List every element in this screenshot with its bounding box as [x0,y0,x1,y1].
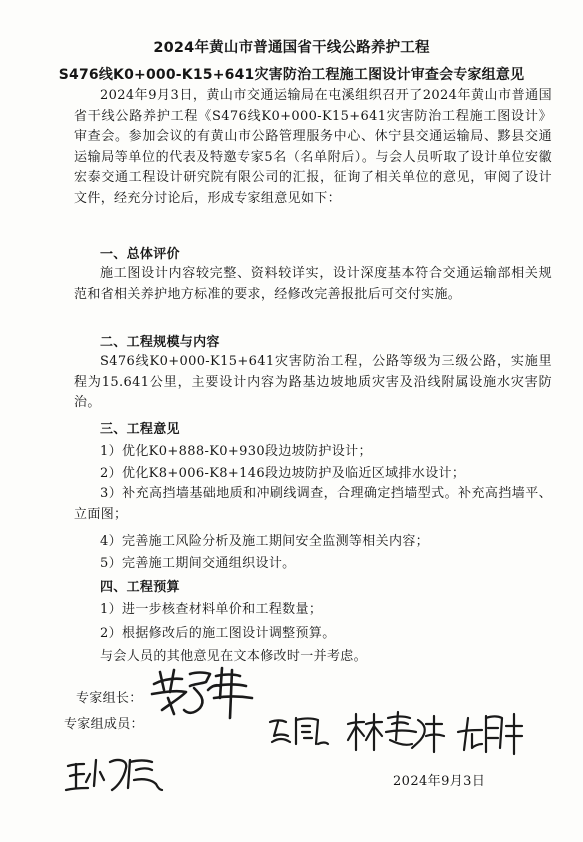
section-heading-budget: 四、工程预算 [100,580,180,595]
intro-paragraph: 2024年9月3日，黄山市交通运输局在屯溪组织召开了2024年黄山市普通国省干线公路养护工程《S476线K0+000-K15+641灾害防治工程施工图设计》审查会。参加会议的有黄山市公路管理服务中心、休宁县交通运输局、黟县交通运输局等单位的代表及特邀专家5名（名单附后）。与会人员听取了设计单位安徽宏泰交通工程设计研究院有限公司的汇报，征询了相关单位的意见，审阅了设计文件，经充分讨论后，形成专家组意见如下： [74,88,552,206]
opinion-item: 5）完善施工期间交通组织设计。 [100,556,296,571]
members-label: 专家组成员： [64,717,144,732]
opinion-item: 3）补充高挡墙基础地质和冲刷线调查，合理确定挡墙型式。补充高挡墙平、立面图； [74,486,552,522]
opinion-item: 4）完善施工风险分析及施工期间安全监测等相关内容； [100,534,430,549]
section-heading-opinions: 三、工程意见 [100,422,180,437]
document-date: 2024年9月3日 [393,774,486,789]
budget-item: 2）根据修改后的施工图设计调整预算。 [100,626,336,641]
document-title: 2024年黄山市普通国省干线公路养护工程 [153,40,430,56]
document-subtitle: S476线K0+000-K15+641灾害防治工程施工图设计审查会专家组意见 [58,67,525,83]
budget-item: 1）进一步核查材料单价和工程数量； [100,602,323,617]
section-heading-overall: 一、总体评价 [100,247,180,262]
section-heading-scale: 二、工程规模与内容 [100,335,220,350]
leader-signature [148,662,258,724]
leader-label: 专家组长： [76,691,143,706]
member-signature [456,710,526,756]
opinion-item: 1）优化K0+888-K0+930段边坡防护设计； [100,444,372,459]
opinion-item: 2）优化K8+006-K8+146段边坡防护及临近区域排水设计； [100,466,466,481]
member-signature [64,752,164,796]
member-signature [266,712,332,752]
closing-remark: 与会人员的其他意见在文本修改时一并考虑。 [100,649,368,664]
member-signature [346,710,446,756]
section-body-overall: 施工图设计内容较完整、资料较详实，设计深度基本符合交通运输部相关规范和省相关养护地方标准的要求，经修改完善报批后可交付实施。 [74,266,552,302]
section-body-scale: S476线K0+000-K15+641灾害防治工程，公路等级为三级公路，实施里程为15.641公里，主要设计内容为路基边坡地质灾害及沿线附属设施水灾害防治。 [74,354,552,410]
